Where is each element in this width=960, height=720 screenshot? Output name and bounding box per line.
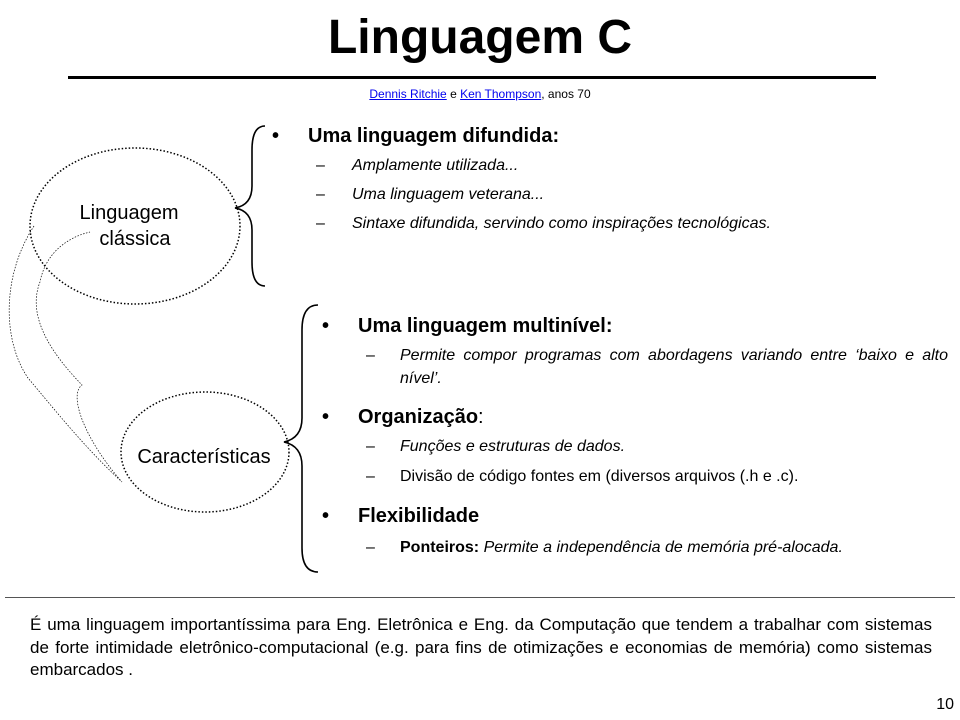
- section-organization-heading-row: [322, 405, 952, 429]
- section-organization-heading: Organização: [358, 406, 479, 428]
- classic-label-line2: clássica: [99, 228, 171, 250]
- list-item-text: Funções e estruturas de dados.: [400, 438, 626, 455]
- section-widespread: [272, 124, 882, 235]
- list-item: [322, 465, 948, 488]
- section-flexibility-heading: Flexibilidade: [358, 505, 480, 527]
- dash: –: [366, 539, 375, 556]
- dennis-ritchie-link[interactable]: Dennis Ritchie: [369, 87, 447, 101]
- footer-note: É uma linguagem importantíssima para Eng. Eletrônica e Eng. da Computação que tendem a trabalhar com sistemas de forte intimidade eletrônico-computacional (e.g. para fins de otimizações e economias de memória) como sistemas embarcados .: [30, 615, 932, 679]
- list-item-text: Uma linguagem veterana...: [352, 186, 545, 203]
- list-item-text: Divisão de código fontes em (diversos arquivos (.h e .c).: [400, 468, 799, 485]
- section-widespread-heading-row: [272, 124, 882, 148]
- classic-brace: [235, 126, 265, 286]
- list-item: [322, 344, 948, 390]
- pointers-label: Ponteiros:: [400, 539, 480, 556]
- credits-suffix: , anos 70: [541, 87, 591, 101]
- section-flexibility: [322, 504, 952, 559]
- list-item: [322, 435, 948, 458]
- heading-colon: :: [478, 406, 484, 428]
- section-widespread-heading: Uma linguagem difundida:: [308, 125, 560, 147]
- dash: –: [316, 215, 325, 232]
- dash: –: [366, 438, 375, 455]
- credits-connector: e: [446, 87, 461, 101]
- bullet: •: [322, 505, 330, 527]
- footer-divider: [5, 597, 955, 598]
- dash: –: [316, 157, 325, 174]
- section-multilevel-heading-row: [322, 314, 952, 338]
- section-multilevel-heading: Uma linguagem multinível:: [358, 315, 613, 337]
- page-title: Linguagem C: [327, 11, 632, 64]
- bullet: •: [272, 125, 280, 147]
- ken-thompson-link[interactable]: Ken Thompson: [460, 87, 542, 101]
- connector-arrow: [9, 226, 122, 482]
- list-item: [272, 183, 878, 206]
- bullet: •: [322, 315, 330, 337]
- classic-label-line1: Linguagem: [79, 202, 179, 224]
- list-item: [322, 536, 948, 559]
- dash: –: [366, 347, 375, 364]
- list-item-text: Amplamente utilizada...: [352, 157, 519, 174]
- classic-oval-label: [60, 200, 210, 252]
- section-multilevel: [322, 314, 952, 390]
- dash: –: [316, 186, 325, 203]
- list-item-text: Sintaxe difundida, servindo como inspirações tecnológicas.: [352, 215, 771, 232]
- list-item-text: Permite compor programas com abordagens variando entre ‘baixo e alto nível’.: [400, 347, 948, 387]
- list-item: [272, 154, 878, 177]
- section-flexibility-heading-row: [322, 504, 952, 528]
- list-item-text: Permite a independência de memória pré-alocada.: [479, 539, 843, 556]
- features-brace: [284, 305, 318, 572]
- bullet: •: [322, 406, 330, 428]
- features-oval-label: Características: [137, 446, 271, 468]
- section-organization: [322, 405, 952, 488]
- dash: –: [366, 468, 375, 485]
- page-number: 10: [936, 696, 954, 713]
- list-item: [272, 212, 878, 235]
